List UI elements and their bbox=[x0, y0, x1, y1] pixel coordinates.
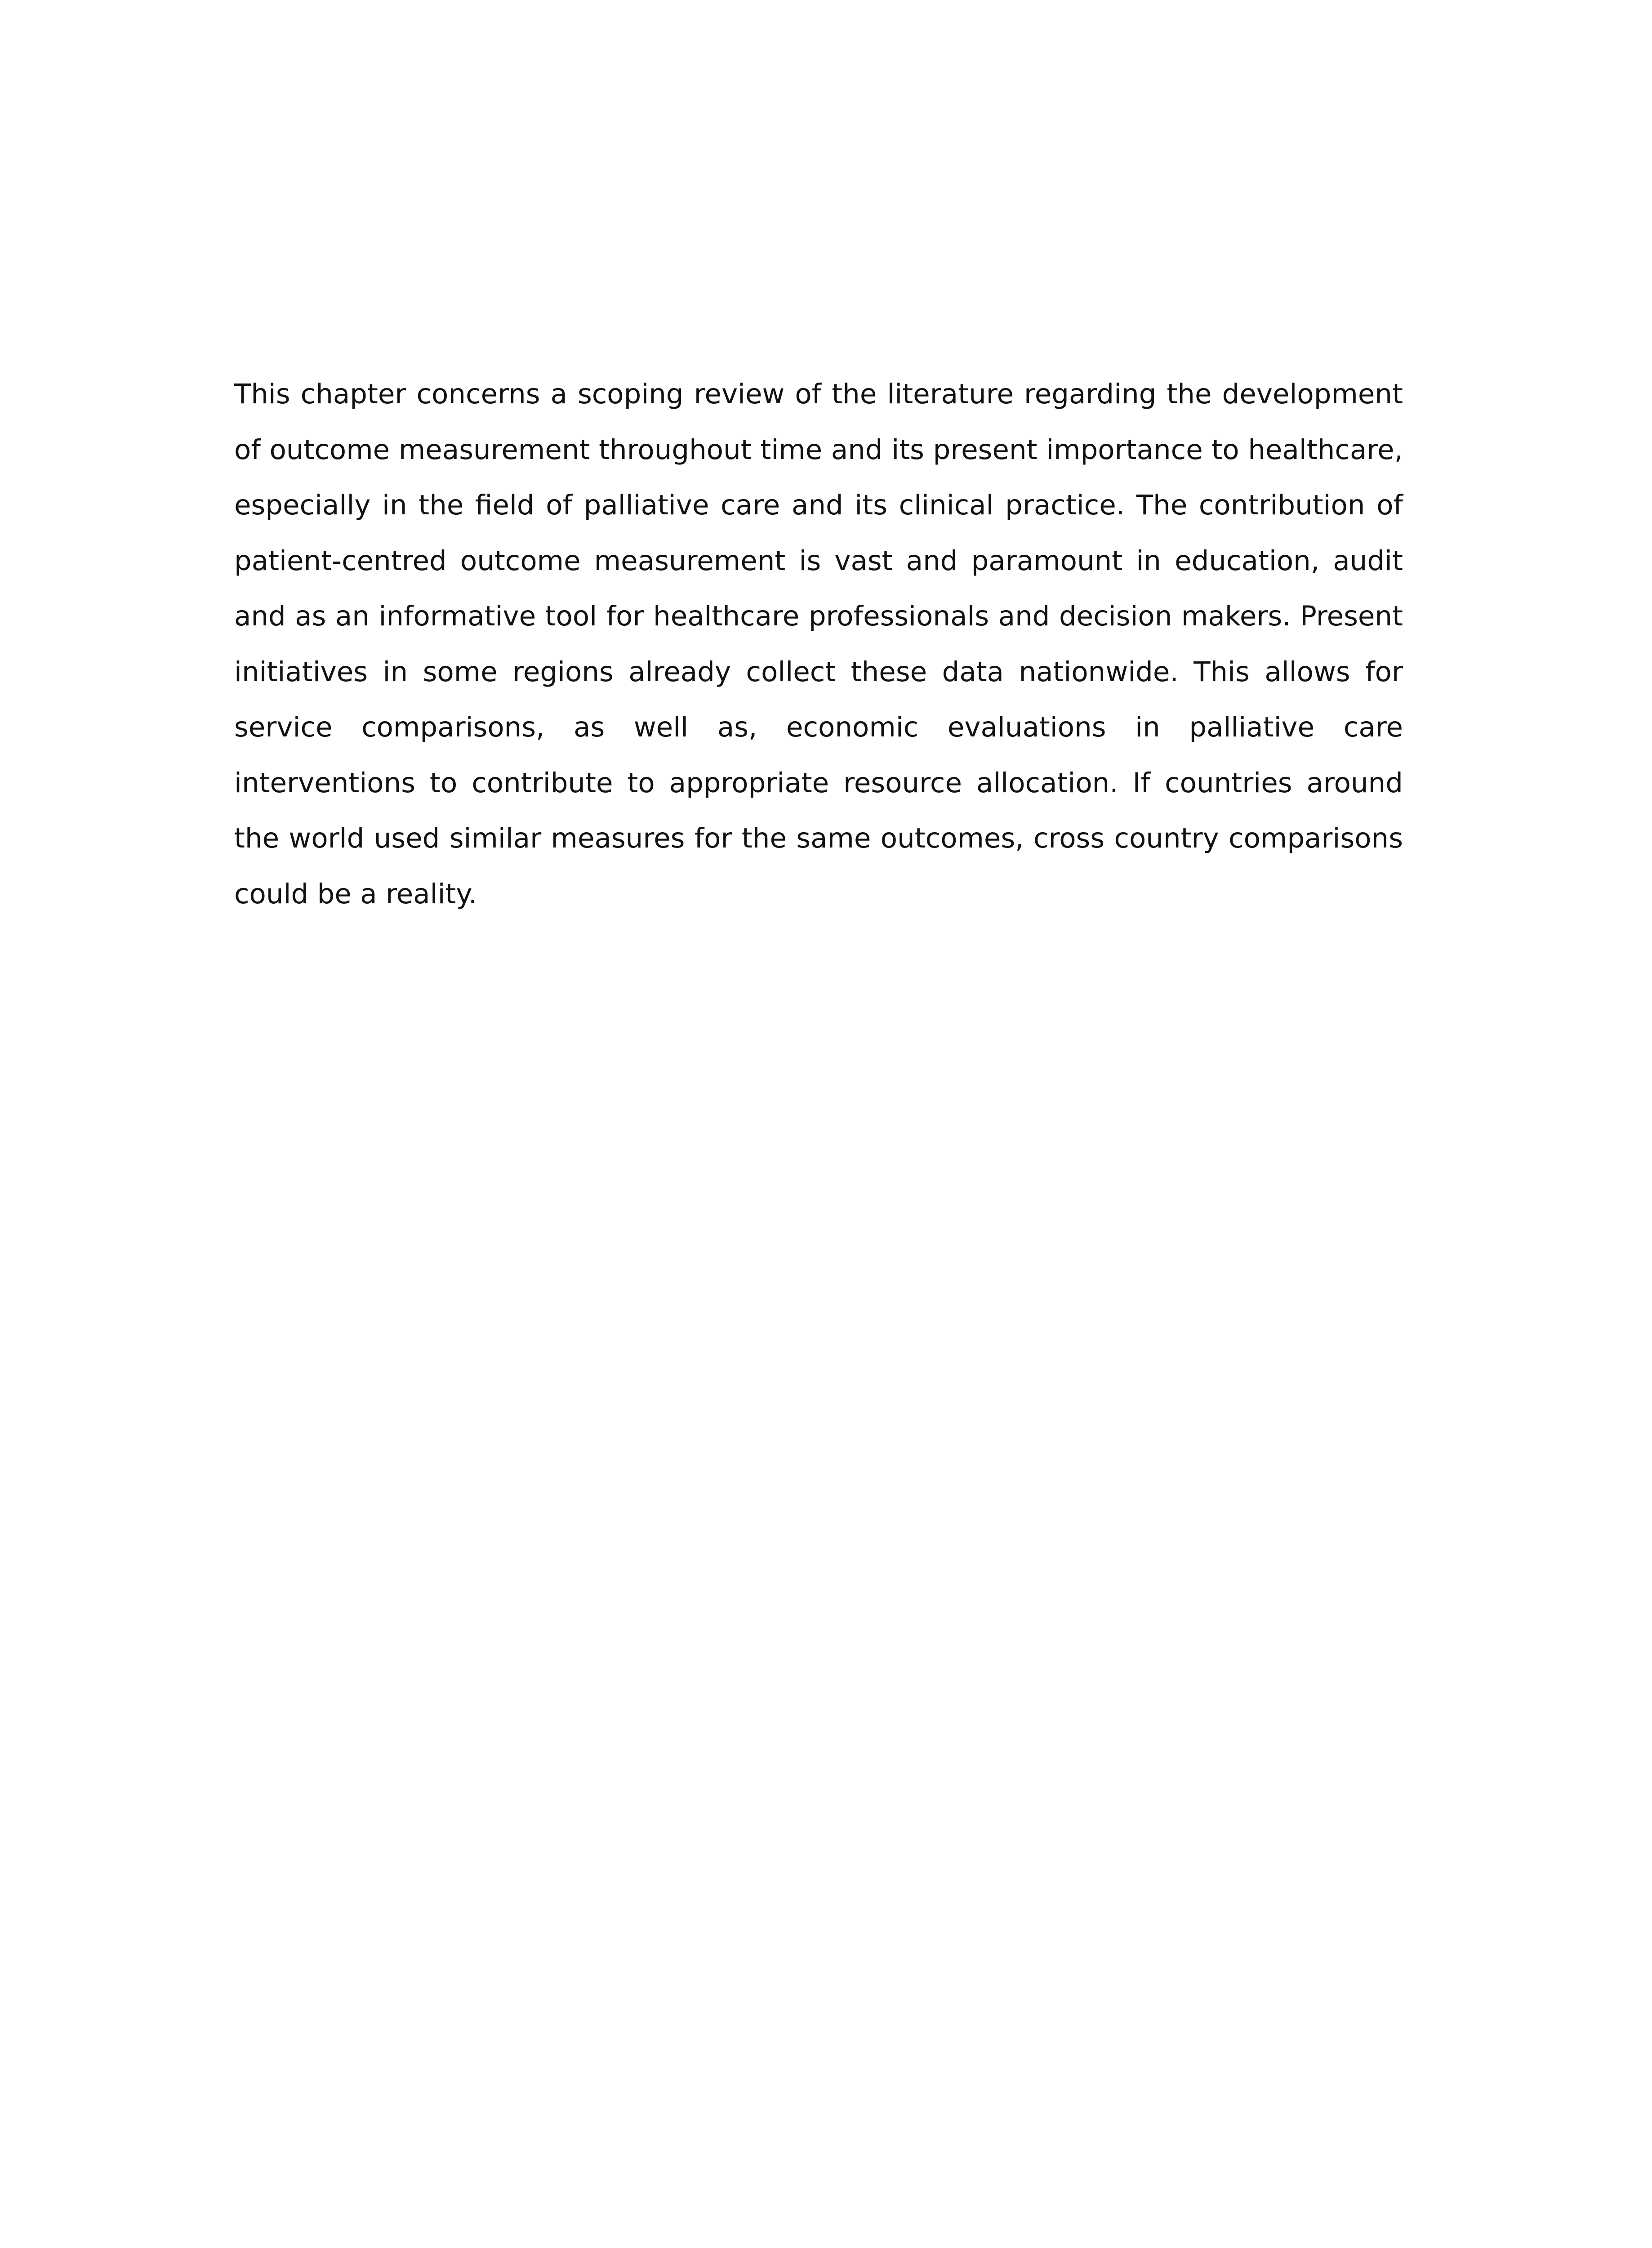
body-paragraph: This chapter concerns a scoping review of the literature regarding the development of outcome measurement throughout time and its present importance to healthcare, especially in the field of palliative care and its clinical practice. The contribution of patient-centred outcome measurement is vast and paramount in education, audit and as an informative tool for healthcare professionals and decision makers. Present initiatives in some regions already collect these data nationwide. This allows for service comparisons, as well as, economic evaluations in palliative care interventions to contribute to appropriate resource allocation. If countries around the world used similar measures for the same outcomes, cross country comparisons could be a reality. bbox=[234, 378, 1403, 910]
